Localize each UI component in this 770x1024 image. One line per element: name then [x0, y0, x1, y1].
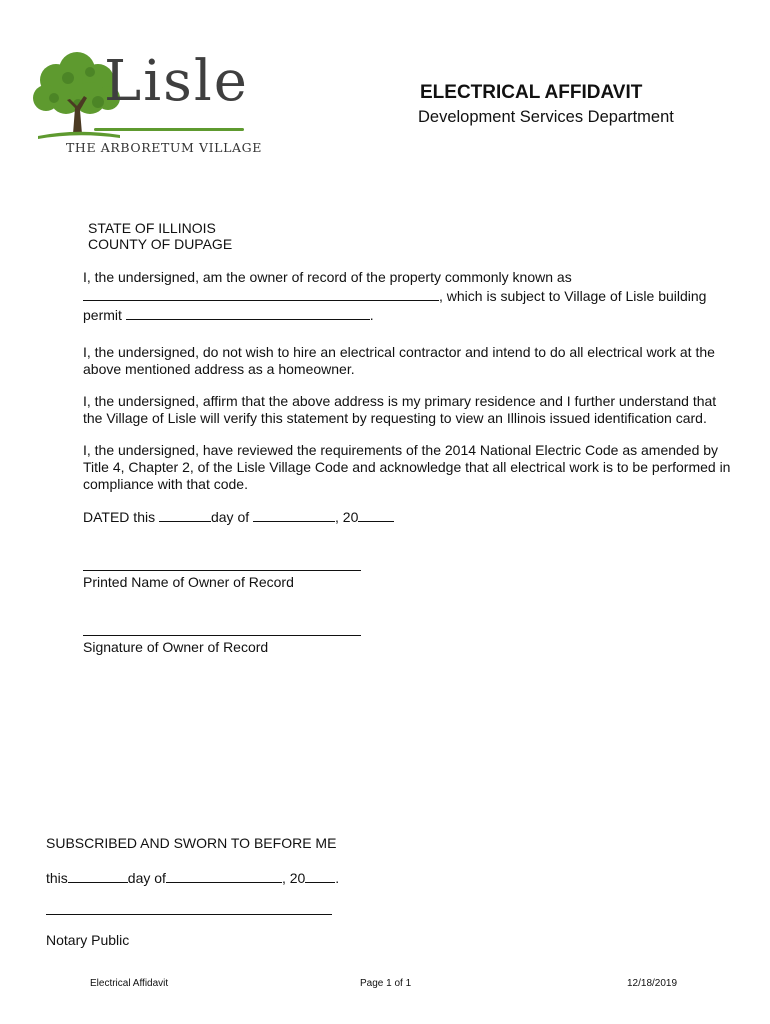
homeowner-line-2: above mentioned address as a homeowner. [83, 361, 355, 377]
dated-year-field[interactable] [358, 509, 394, 522]
notary-year-field[interactable] [305, 870, 335, 883]
notary-date-line [46, 869, 339, 887]
property-address-line [83, 287, 706, 305]
property-address-field[interactable] [83, 288, 439, 301]
notary-day-of: day of [127, 870, 166, 886]
permit-line [83, 306, 374, 324]
dated-line [83, 508, 394, 526]
dated-month-field[interactable] [253, 509, 335, 522]
dated-label: DATED this [83, 509, 156, 525]
footer-page-number: Page 1 of 1 [360, 978, 412, 989]
county-line: COUNTY OF DUPAGE [88, 236, 233, 252]
footer-date: 12/18/2019 [627, 978, 678, 989]
subject-text: , which is subject to Village of Lisle building [439, 288, 707, 304]
department-name: Development Services Department [418, 108, 674, 126]
permit-number-field[interactable] [126, 307, 370, 320]
logo-wordmark: Lisle [104, 49, 249, 114]
code-line-2: Title 4, Chapter 2, of the Lisle Village Code and acknowledge that all electrical work is to be performed in [83, 459, 731, 475]
notary-signature-field[interactable] [46, 914, 332, 915]
owner-intro: I, the undersigned, am the owner of record of the property commonly known as [83, 269, 572, 285]
notary-day-field[interactable] [68, 870, 128, 883]
logo-tagline: THE ARBORETUM VILLAGE [66, 140, 262, 155]
document-title: ELECTRICAL AFFIDAVIT [420, 82, 643, 103]
residence-line-2: the Village of Lisle will verify this statement by requesting to view an Illinois issued identification card. [83, 410, 707, 426]
village-logo [32, 48, 262, 160]
dated-day-of: day of [210, 509, 250, 525]
code-line-1: I, the undersigned, have reviewed the requirements of the 2014 National Electric Code as amended by [83, 442, 719, 458]
notary-year-prefix: , 20 [281, 870, 306, 886]
state-line: STATE OF ILLINOIS [88, 220, 216, 236]
permit-period: . [369, 307, 374, 323]
code-line-3: compliance with that code. [83, 476, 248, 492]
notary-this-label: this [46, 870, 68, 886]
dated-year-prefix: , 20 [335, 509, 359, 525]
permit-label: permit [83, 307, 122, 323]
dated-day-field[interactable] [159, 509, 211, 522]
printed-name-label: Printed Name of Owner of Record [83, 574, 294, 590]
footer-document-name: Electrical Affidavit [90, 978, 169, 989]
signature-label: Signature of Owner of Record [83, 639, 269, 655]
residence-line-1: I, the undersigned, affirm that the above address is my primary residence and I further understand that [83, 393, 717, 409]
owner-signature-field[interactable] [83, 635, 361, 636]
notary-period: . [335, 870, 340, 886]
logo-underline [94, 128, 244, 131]
homeowner-line-1: I, the undersigned, do not wish to hire an electrical contractor and intend to do all electrical work at the [83, 344, 715, 360]
notary-label: Notary Public [46, 932, 130, 948]
notary-heading: SUBSCRIBED AND SWORN TO BEFORE ME [46, 835, 337, 851]
printed-name-field[interactable] [83, 570, 361, 571]
notary-month-field[interactable] [166, 870, 282, 883]
